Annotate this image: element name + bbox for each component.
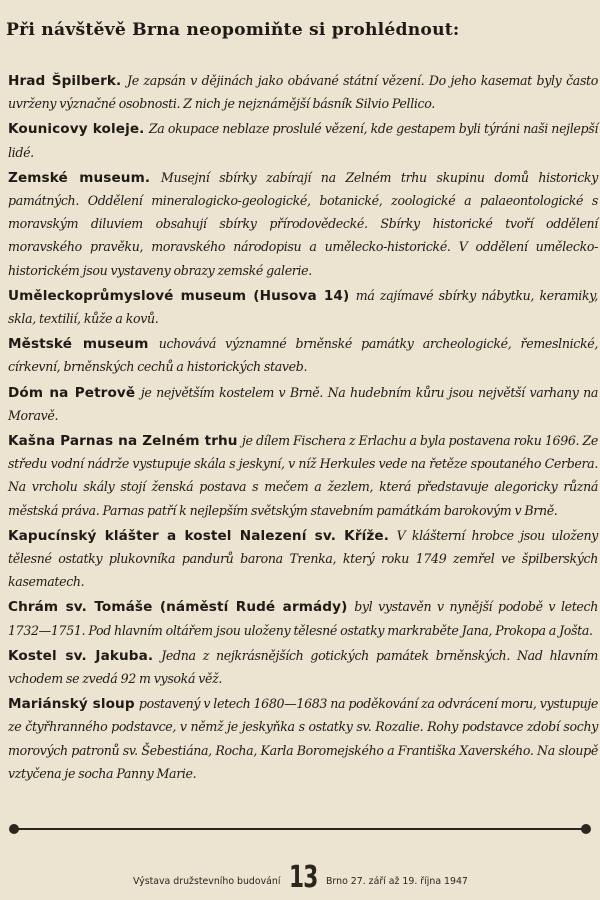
entry-dom-na-petrove (8, 382, 598, 428)
entry-chram-sv-tomase (8, 596, 598, 642)
entry-heading: Chrám sv. Tomáše (náměstí Rudé armády) (8, 599, 348, 616)
entry-heading: Kounicovy koleje. (8, 121, 145, 138)
entry-heading: Zemské museum. (8, 169, 151, 186)
entry-text: V klášterní hrobce jsou uloženy tělesné ostatky plukovníka pandurů barona Trenka, který roku 1749 zemřel ve špilberských kasematech. (8, 527, 598, 590)
entry-text: Musejní sbírky zabírají na Zelném trhu skupinu domů historicky památných. Oddělení mineralogicko-geologické, botanické, zoologické a palaeontologické s moravským diluviem obsahují sbírky přírodovědecké. Sbírky historické tvoří oddělení moravského pravěku, moravského národopisu a umělecko-historické. V oddělení umělecko-historickém jsou vystaveny obrazy zemské galerie. (8, 169, 598, 278)
entry-heading: Mariánský sloup (8, 696, 135, 713)
entry-text: Za okupace neblaze proslulé vězení, kde gestapem byli týráni naši nejlepší lidé. (8, 121, 599, 160)
entry-heading: Uměleckoprůmyslové museum (Husova 14) (8, 287, 350, 304)
entry-mestske-museum (8, 333, 598, 379)
entry-text: postavený v letech 1680—1683 na poděkování za odvrácení moru, vystupuje ze čtyřhranného podstavce, v němž je jeskyňka s ostatky sv. Rozalie. Rohy podstavce zdobí sochy morových patronů sv. Šebestiána, Rocha, Karla Boromejského a Františka Xaverského. Na sloupě vztyčena je socha Panny Marie. (8, 696, 598, 781)
entry-kapucinsky-klaster (8, 525, 598, 595)
entry-umeleckoprumyslove-museum (8, 285, 598, 331)
entry-heading: Dóm na Petrově (8, 384, 136, 401)
entry-text: byl vystavěn v nynější podobě v letech 1732—1751. Pod hlavním oltářem jsou uloženy tělesné ostatky markraběte Jana, Prokopa a Jošta. (8, 599, 598, 638)
entry-heading: Kašna Parnas na Zelném trhu (8, 433, 238, 450)
page-number: 13 (289, 860, 318, 895)
entry-zemske-museum (8, 167, 598, 283)
page-footer (0, 862, 600, 898)
page-title: Při návštěvě Brna neopomiňte si prohlédnout: (6, 20, 460, 40)
entry-heading: Kapucínský klášter a kostel Nalezení sv. Kříže. (8, 527, 389, 544)
entry-spilberk (8, 70, 598, 116)
entry-kasna-parnas (8, 430, 598, 523)
entry-text: uchovává významné brněnské památky archeologické, řemeslnické, církevní, brněnských cechů a historických staveb. (8, 336, 599, 375)
entry-text: je dílem Fischera z Erlachu a byla postavena roku 1696. Ze středu vodní nádrže vystupuje skála s jeskyní, v níž Herkules vede na řetěze spoutaného Cerbera. Na vrcholu skály stojí ženská postava s mečem a žezlem, která představuje alegoricky různá městská práva. Parnas patří k nejlepším světským stavebním památkám barokovým v Brně. (8, 433, 598, 518)
entry-text: je největším kostelem v Brně. Na hudebním kůru jsou největší varhany na Moravě. (8, 384, 599, 423)
divider-dot-right (581, 824, 591, 834)
entry-text: Je zapsán v dějinách jako obávané státní vězení. Do jeho kasemat byly často uvrženy význačné osobnosti. Z nich je nejznámější básník Silvio Pellico. (8, 73, 598, 112)
entry-text: má zajímavé sbírky nábytku, keramiky, skla, textilií, kůže a kovů. (8, 287, 599, 327)
footer-divider (14, 828, 584, 830)
entry-list (8, 70, 598, 788)
entry-mariansky-sloup (8, 693, 598, 786)
entry-kostel-sv-jakuba (8, 645, 598, 691)
footer-exhibition-dates: Brno 27. září až 19. října 1947 (326, 876, 468, 887)
entry-text: Jedna z nejkrásnějších gotických památek brněnských. Nad hlavním vchodem se zvedá 92 m vysoká věž. (8, 647, 598, 687)
entry-heading: Hrad Špilberk. (8, 73, 122, 89)
entry-kounicovy-koleje (8, 118, 598, 164)
entry-heading: Kostel sv. Jakuba. (8, 647, 154, 664)
footer-exhibition-name: Výstava družstevního budování (133, 876, 281, 887)
entry-heading: Městské museum (8, 336, 149, 353)
